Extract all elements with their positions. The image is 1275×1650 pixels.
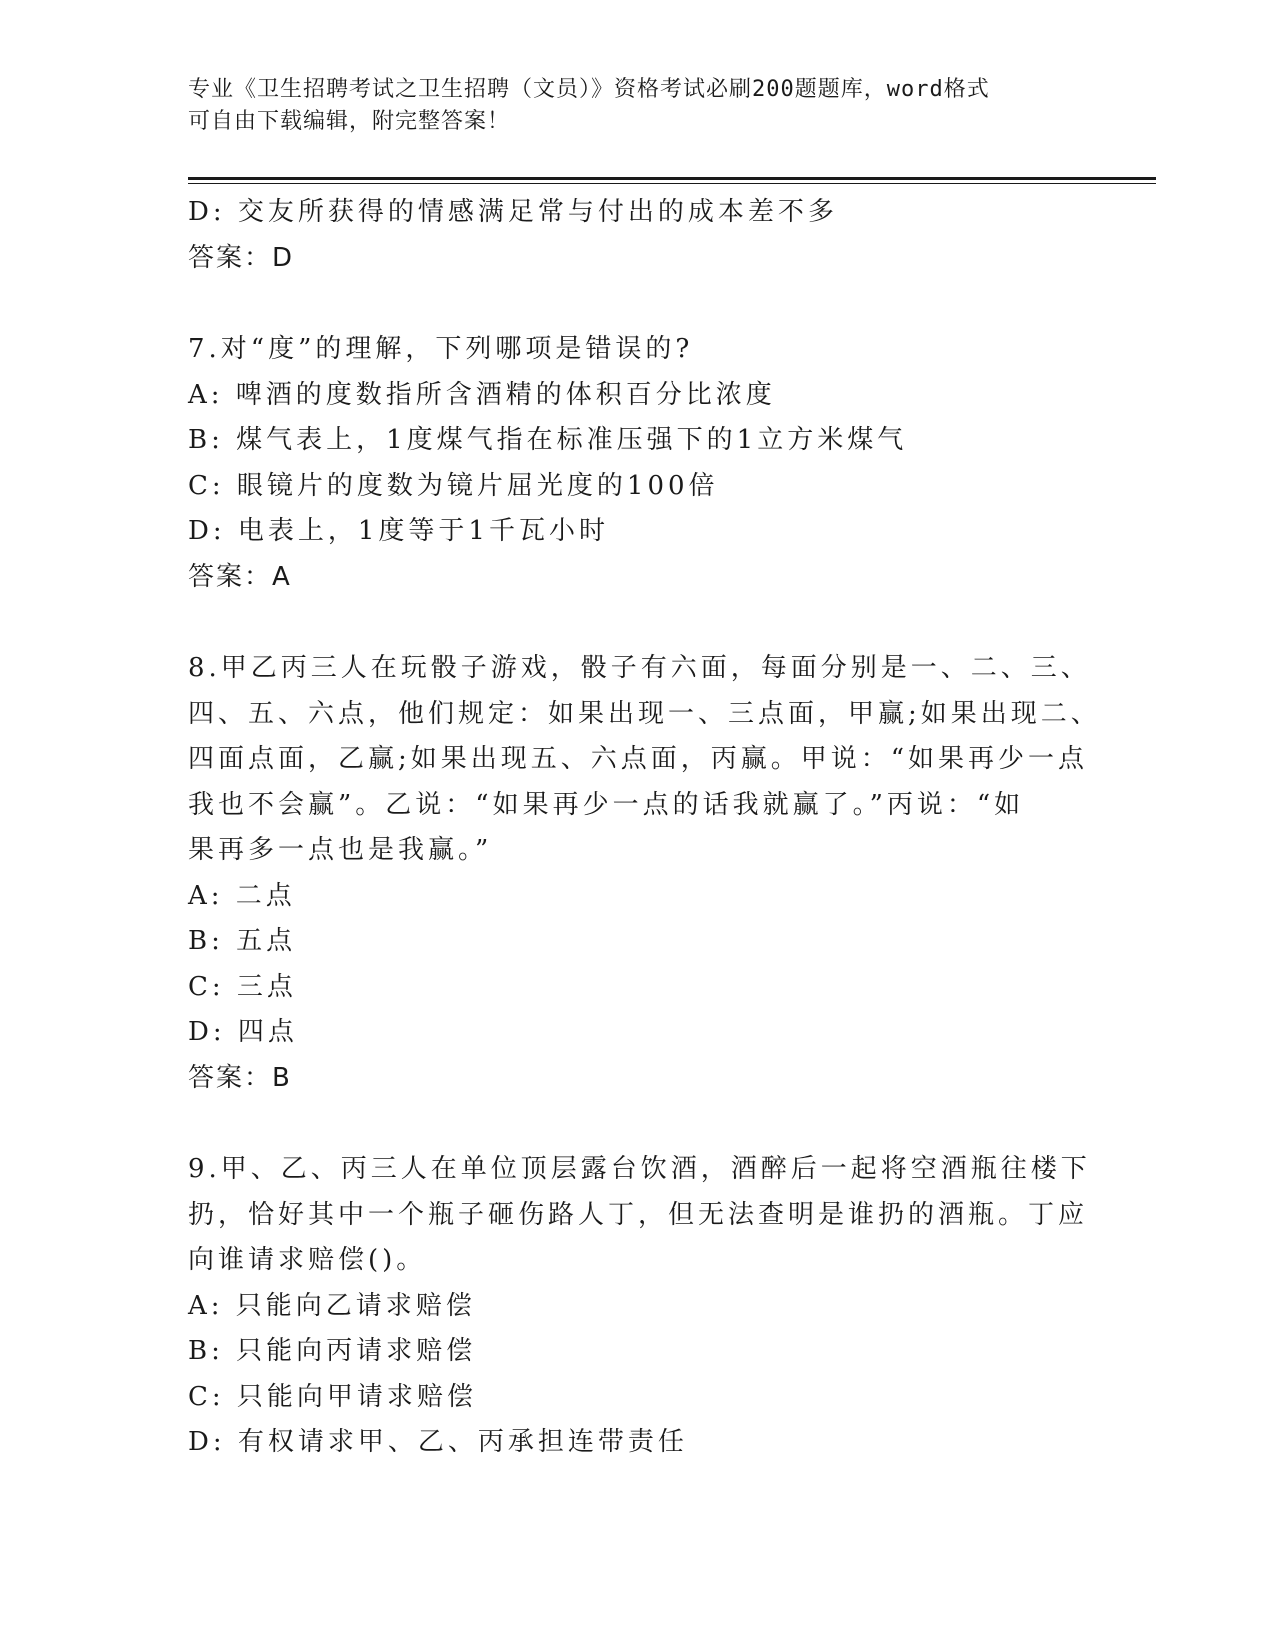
option-b: B: 只能向丙请求赔偿 (188, 1336, 477, 1366)
question-stem-line: 四、五、六点，他们规定：如果出现一、三点面，甲赢;如果出现二、 (188, 698, 1101, 729)
option-d: D: 交友所获得的情感满足常与付出的成本差不多 (188, 197, 838, 227)
question-stem-line: 我也不会赢”。乙说：“如果再少一点的话我就赢了。”丙说：“如 (188, 789, 1025, 820)
question-9 (188, 1147, 1091, 1466)
question-6-continued (188, 190, 1088, 281)
header-divider-thin (188, 183, 1156, 184)
question-stem-line: 四面点面，乙赢;如果出现五、六点面，丙赢。甲说：“如果再少一点 (188, 744, 1089, 774)
option-c: C: 只能向甲请求赔偿 (188, 1381, 477, 1412)
question-content (188, 190, 1101, 1466)
page-header (188, 74, 1068, 138)
option-d: D: 四点 (188, 1017, 298, 1047)
option-a: A: 啤酒的度数指所含酒精的体积百分比浓度 (188, 379, 776, 410)
spacer (188, 1101, 1088, 1147)
question-stem: 7.对“度”的理解，下列哪项是错误的? (188, 334, 694, 364)
answer-line: 答案：A (188, 561, 292, 592)
header-title-line-1: 专业《卫生招聘考试之卫生招聘（文员）》资格考试必刷200题题库，word格式 (188, 77, 990, 102)
question-8 (188, 646, 1101, 1101)
option-a: A: 只能向乙请求赔偿 (188, 1290, 476, 1321)
question-stem-line: 8.甲乙丙三人在玩骰子游戏，骰子有六面，每面分别是一、二、三、 (188, 653, 1091, 683)
question-stem-line: 果再多一点也是我赢。” (188, 835, 493, 865)
question-7 (188, 327, 1088, 600)
header-title-line-2: 可自由下载编辑，附完整答案！ (188, 109, 511, 134)
answer-line: 答案：B (188, 1062, 292, 1093)
question-stem-line: 向谁请求赔偿()。 (188, 1245, 427, 1275)
answer-line: 答案：D (188, 242, 295, 273)
option-d: D: 有权请求甲、乙、丙承担连带责任 (188, 1427, 688, 1457)
header-divider-thick (188, 177, 1156, 180)
question-stem-line: 扔，恰好其中一个瓶子砸伤路人丁，但无法查明是谁扔的酒瓶。丁应 (188, 1199, 1089, 1230)
option-b: B: 五点 (188, 926, 297, 956)
option-d: D: 电表上，1度等于1千瓦小时 (188, 516, 609, 546)
option-c: C: 眼镜片的度数为镜片屈光度的100倍 (188, 470, 719, 501)
question-stem-line: 9.甲、乙、丙三人在单位顶层露台饮酒，酒醉后一起将空酒瓶往楼下 (188, 1154, 1091, 1184)
spacer (188, 600, 1088, 646)
option-a: A: 二点 (188, 880, 296, 911)
option-c: C: 三点 (188, 971, 297, 1002)
option-b: B: 煤气表上，1度煤气指在标准压强下的1立方米煤气 (188, 425, 908, 455)
spacer (188, 281, 1088, 327)
